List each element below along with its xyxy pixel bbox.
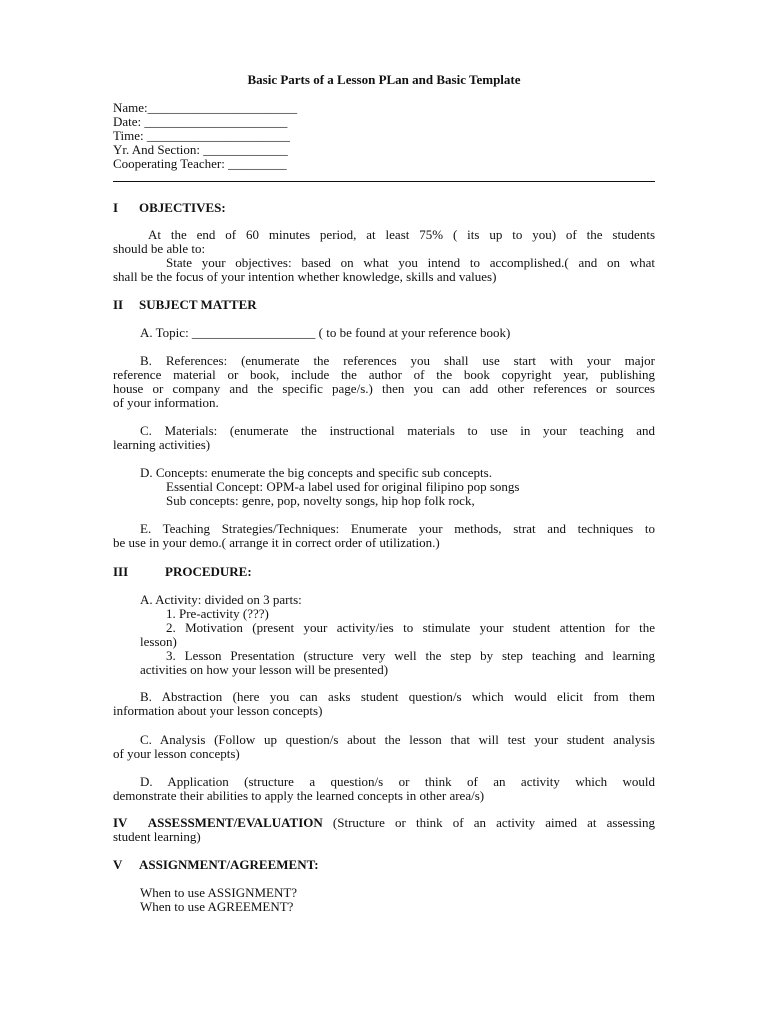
section-field: Yr. And Section: _____________ <box>113 142 288 157</box>
abstraction-line-2: information about your lesson concepts) <box>113 703 323 718</box>
references-line-2: reference material or book, include the author of the book copyright year, publishing <box>113 367 655 382</box>
header-fields <box>113 101 297 171</box>
analysis-line-2: of your lesson concepts) <box>113 746 240 761</box>
section-number: IV <box>113 815 128 830</box>
strategies-line-2: be use in your demo.( arrange it in correct order of utilization.) <box>113 535 440 550</box>
presentation-line-2: activities on how your lesson will be presented) <box>140 662 389 677</box>
objectives-paragraph <box>113 228 655 284</box>
separator-rule <box>113 181 655 182</box>
cooperating-teacher-field: Cooperating Teacher: _________ <box>113 156 287 171</box>
application-line-1: D. Application (structure a question/s or think of an activity which would <box>140 774 655 789</box>
strategies-paragraph <box>113 522 655 550</box>
section-title: ASSESSMENT/EVALUATION <box>147 815 323 830</box>
materials-line-2: learning activities) <box>113 437 211 452</box>
objectives-line-1: At the end of 60 minutes period, at least 75% ( its up to you) of the students <box>148 227 655 242</box>
references-line-4: of your information. <box>113 395 219 410</box>
strategies-line-1: E. Teaching Strategies/Techniques: Enumerate your methods, strat and techniques to <box>140 521 655 536</box>
section-heading-assignment <box>113 858 655 872</box>
activity-line: A. Activity: divided on 3 parts: <box>140 592 302 607</box>
abstraction-line-1: B. Abstraction (here you can asks student question/s which would elicit from them <box>140 689 655 704</box>
assessment-line-2: student learning) <box>113 829 201 844</box>
application-paragraph <box>113 775 655 803</box>
agreement-question: When to use AGREEMENT? <box>140 899 294 914</box>
section-heading-objectives <box>113 201 655 215</box>
assessment-section <box>113 816 655 844</box>
section-title: ASSIGNMENT/AGREEMENT: <box>139 857 319 872</box>
section-number: I <box>113 200 119 215</box>
references-line-1: B. References: (enumerate the references you shall use start with your major <box>140 353 655 368</box>
materials-paragraph <box>113 424 655 452</box>
analysis-line-1: C. Analysis (Follow up question/s about the lesson that will test your student analysis <box>140 732 655 747</box>
section-heading-procedure <box>113 565 655 579</box>
references-paragraph <box>113 354 655 410</box>
pre-activity-line: 1. Pre-activity (???) <box>166 606 269 621</box>
motivation-line-1: 2. Motivation (present your activity/ies to stimulate your student attention for the <box>166 620 655 635</box>
time-field: Time: ______________________ <box>113 128 290 143</box>
concepts-line: D. Concepts: enumerate the big concepts and specific sub concepts. <box>140 465 492 480</box>
section-title: OBJECTIVES: <box>139 200 226 215</box>
section-number: II <box>113 297 124 312</box>
activity-block <box>113 593 655 677</box>
section-number: III <box>113 564 129 579</box>
abstraction-paragraph <box>113 690 655 718</box>
analysis-paragraph <box>113 733 655 761</box>
motivation-line-2: lesson) <box>140 634 177 649</box>
section-heading-subject-matter <box>113 298 655 312</box>
assessment-line-1 <box>113 816 655 830</box>
name-field: Name:_______________________ <box>113 100 298 115</box>
motivation-item <box>113 621 655 677</box>
section-number: V <box>113 857 123 872</box>
date-field: Date: ______________________ <box>113 114 288 129</box>
essential-concept-line: Essential Concept: OPM-a label used for original filipino pop songs <box>166 479 520 494</box>
sub-concepts-line: Sub concepts: genre, pop, novelty songs, hip hop folk rock, <box>166 493 475 508</box>
application-line-2: demonstrate their abilities to apply the learned concepts in other area/s) <box>113 788 485 803</box>
objectives-line-3: State your objectives: based on what you intend to accomplished.( and on what <box>166 255 655 270</box>
assignment-question: When to use ASSIGNMENT? <box>140 885 298 900</box>
concepts-block <box>113 466 655 508</box>
section-title: SUBJECT MATTER <box>139 297 257 312</box>
assignment-questions <box>113 886 655 914</box>
section-title: PROCEDURE: <box>165 564 252 579</box>
objectives-line-4: shall be the focus of your intention whether knowledge, skills and values) <box>113 269 497 284</box>
assessment-text: (Structure or think of an activity aimed at assessing <box>332 815 656 830</box>
topic-line: A. Topic: ___________________ ( to be found at your reference book) <box>140 325 511 340</box>
materials-line-1: C. Materials: (enumerate the instructional materials to use in your teaching and <box>140 423 655 438</box>
presentation-line-1: 3. Lesson Presentation (structure very well the step by step teaching and learning <box>166 648 655 663</box>
objectives-line-2: should be able to: <box>113 241 206 256</box>
document-title: Basic Parts of a Lesson PLan and Basic Template <box>247 72 521 87</box>
references-line-3: house or company and the specific page/s.) then you can add other references or sources <box>113 381 655 396</box>
